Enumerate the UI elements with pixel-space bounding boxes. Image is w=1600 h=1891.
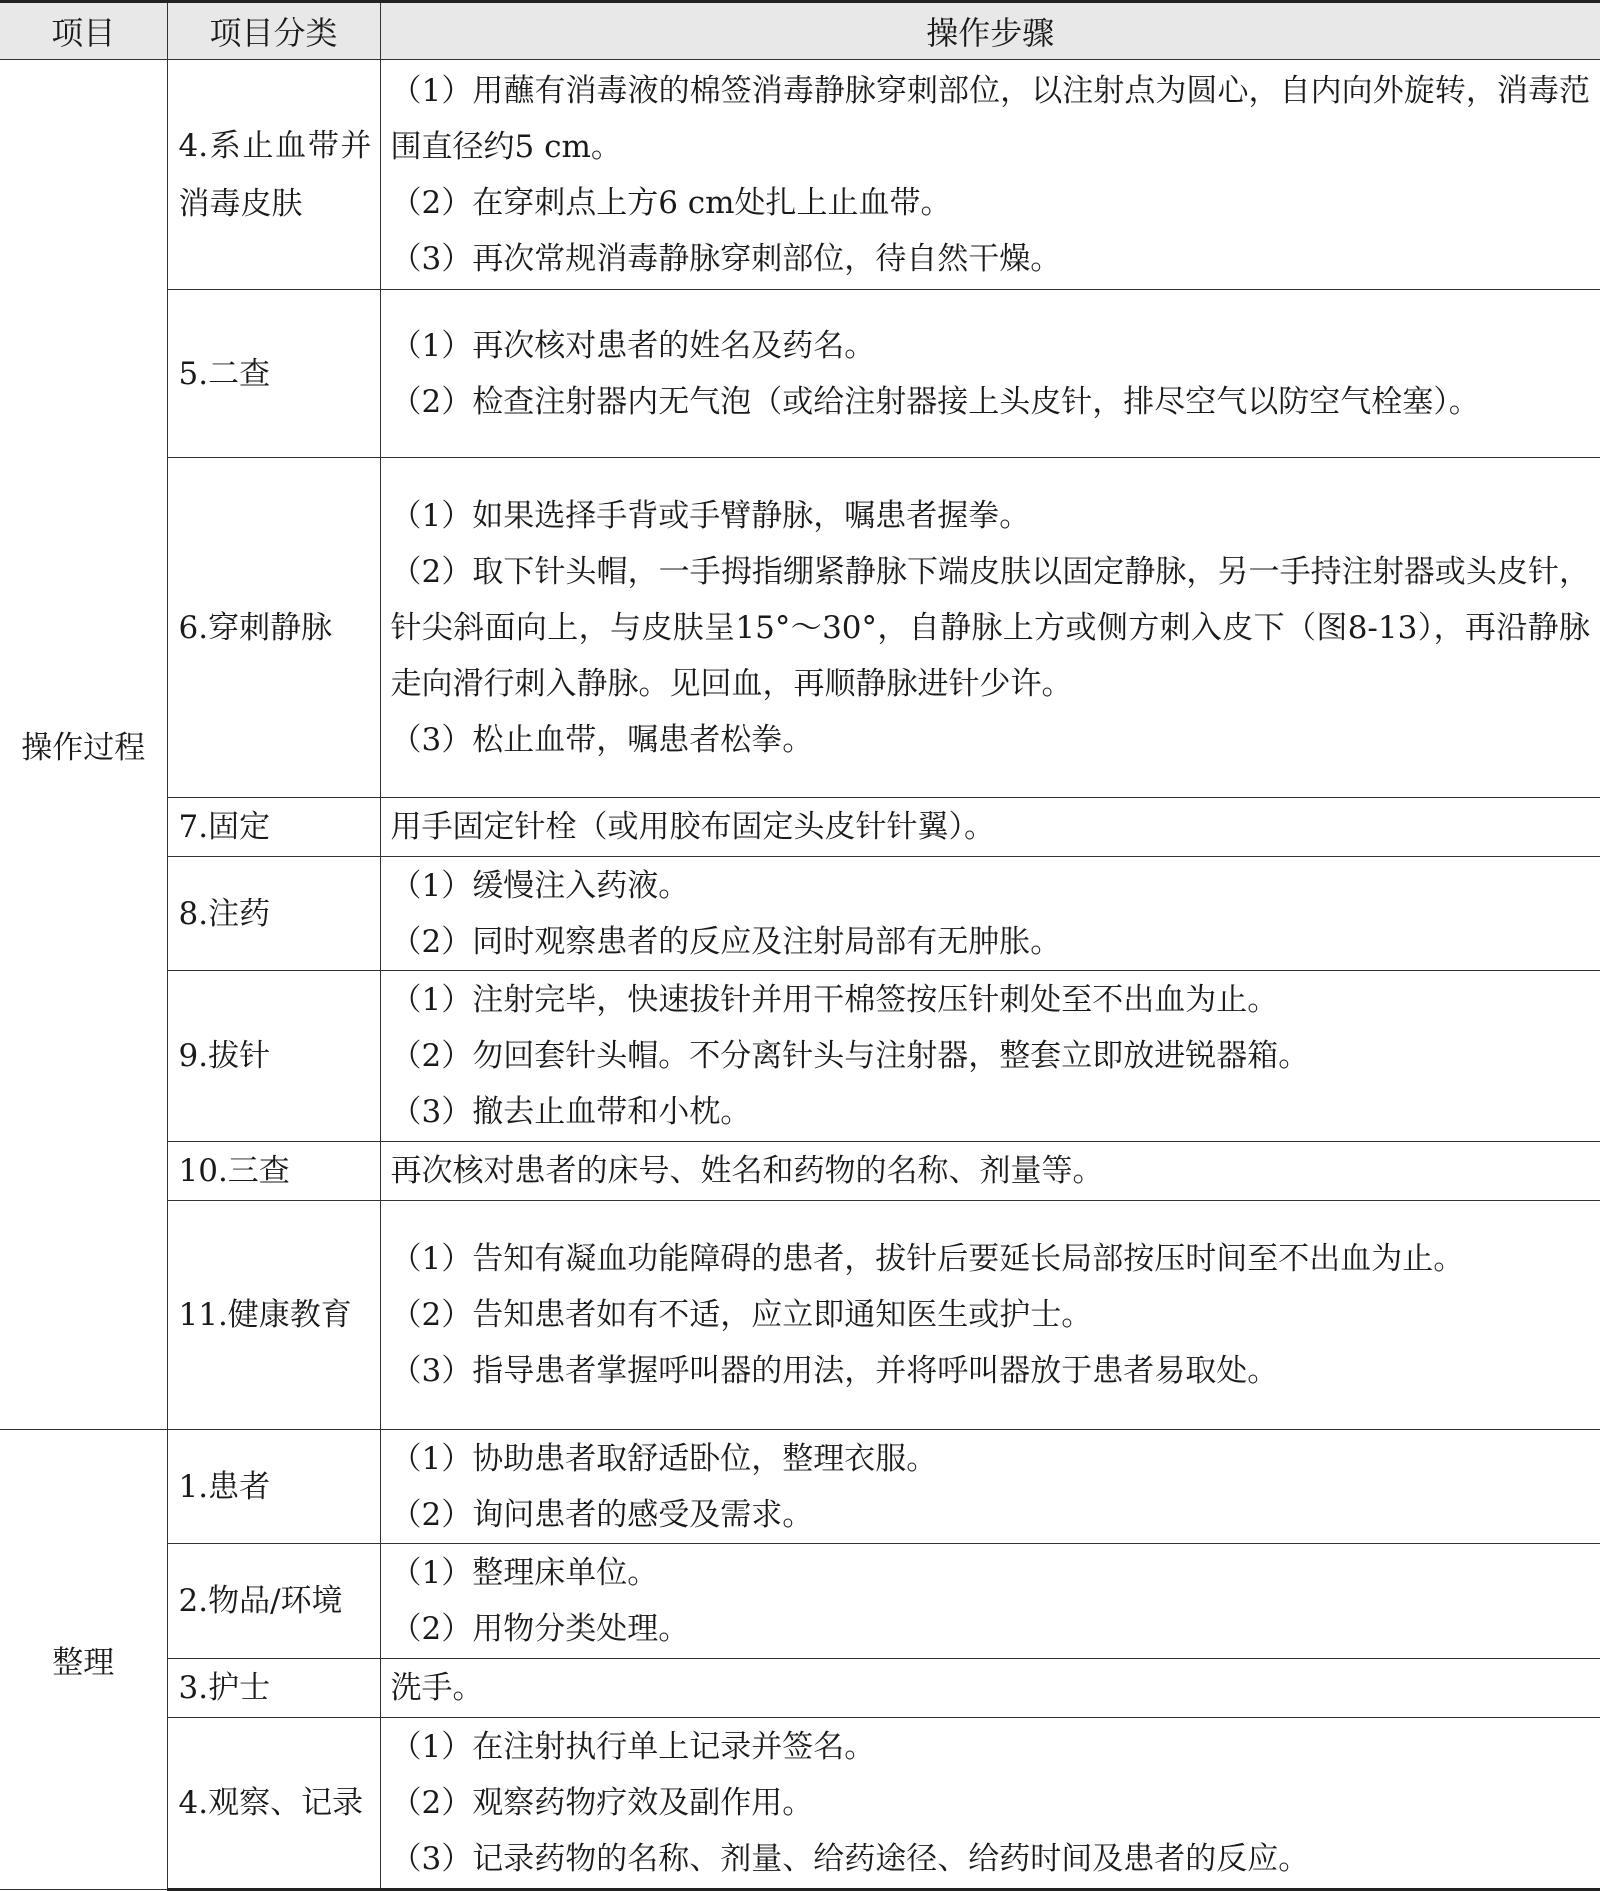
steps-cell bbox=[380, 1659, 1600, 1718]
step-line: （3）指导患者掌握呼叫器的用法，并将呼叫器放于患者易取处。 bbox=[390, 1353, 1279, 1389]
table-row bbox=[0, 1430, 1600, 1544]
category-cell: 4.观察、记录 bbox=[167, 1718, 380, 1890]
category-cell: 7.固定 bbox=[167, 798, 380, 857]
category-cell: 1.患者 bbox=[167, 1430, 380, 1544]
steps-cell bbox=[380, 458, 1600, 798]
step-line: （3）松止血带，嘱患者松拳。 bbox=[390, 721, 814, 758]
step-line: （1）在注射执行单上记录并签名。 bbox=[390, 1729, 876, 1765]
header-steps: 操作步骤 bbox=[380, 2, 1600, 60]
step-line: （1）再次核对患者的姓名及药名。 bbox=[390, 327, 876, 364]
steps-cell bbox=[380, 971, 1600, 1142]
table-row bbox=[0, 798, 1600, 857]
step-line: （1）协助患者取舒适卧位，整理衣服。 bbox=[390, 1440, 938, 1477]
category-cell: 5.二查 bbox=[167, 290, 380, 458]
step-line: （2）观察药物疗效及副作用。 bbox=[390, 1785, 814, 1821]
category-cell: 6.穿刺静脉 bbox=[167, 458, 380, 798]
step-line: （2）用物分类处理。 bbox=[390, 1611, 690, 1647]
steps-cell bbox=[380, 798, 1600, 857]
category-cell: 2.物品/环境 bbox=[167, 1544, 380, 1659]
step-line: 再次核对患者的床号、姓名和药物的名称、剂量等。 bbox=[390, 1153, 1104, 1189]
project-cell: 操作过程 bbox=[0, 60, 167, 1430]
category-cell: 3.护士 bbox=[167, 1659, 380, 1718]
category-cell: 11.健康教育 bbox=[167, 1201, 380, 1430]
table-row bbox=[0, 857, 1600, 971]
step-line: （2）在穿刺点上方6 cm处扎上止血带。 bbox=[390, 184, 952, 221]
step-line: （1）缓慢注入药液。 bbox=[390, 867, 690, 904]
step-line: （2）取下针头帽，一手拇指绷紧静脉下端皮肤以固定静脉，另一手持注射器或头皮针，针尖斜面向上，与皮肤呈15°～30°，自静脉上方或侧方刺入皮下（图8-13），再沿静脉走向滑行刺入静脉。见回血，再顺静脉进针少许。 bbox=[390, 553, 1590, 702]
table-row bbox=[0, 1201, 1600, 1430]
step-line: （1）如果选择手背或手臂静脉，嘱患者握拳。 bbox=[390, 497, 1031, 534]
table-row bbox=[0, 971, 1600, 1142]
table-row bbox=[0, 290, 1600, 458]
step-line: （1）注射完毕，快速拔针并用干棉签按压针刺处至不出血为止。 bbox=[390, 982, 1279, 1018]
step-line: （1）告知有凝血功能障碍的患者，拔针后要延长局部按压时间至不出血为止。 bbox=[390, 1241, 1465, 1277]
steps-cell bbox=[380, 290, 1600, 458]
steps-cell bbox=[380, 857, 1600, 971]
category-cell: 9.拔针 bbox=[167, 971, 380, 1142]
table-row bbox=[0, 1659, 1600, 1718]
steps-cell bbox=[380, 60, 1600, 290]
step-line: （1）用蘸有消毒液的棉签消毒静脉穿刺部位，以注射点为圆心，自内向外旋转，消毒范围直径约5 cm。 bbox=[390, 72, 1590, 165]
table-row bbox=[0, 458, 1600, 798]
step-line: （3）记录药物的名称、剂量、给药途径、给药时间及患者的反应。 bbox=[390, 1841, 1310, 1877]
category-cell: 8.注药 bbox=[167, 857, 380, 971]
steps-cell bbox=[380, 1430, 1600, 1544]
category-cell: 10.三查 bbox=[167, 1142, 380, 1201]
step-line: （1）整理床单位。 bbox=[390, 1555, 659, 1591]
step-line: 洗手。 bbox=[390, 1670, 484, 1706]
table-row bbox=[0, 1544, 1600, 1659]
table-row bbox=[0, 1142, 1600, 1201]
steps-cell bbox=[380, 1718, 1600, 1890]
steps-cell bbox=[380, 1201, 1600, 1430]
step-line: （2）检查注射器内无气泡（或给注射器接上头皮针，排尽空气以防空气栓塞）。 bbox=[390, 383, 1480, 420]
step-line: （3）撤去止血带和小枕。 bbox=[390, 1094, 752, 1130]
step-line: （3）再次常规消毒静脉穿刺部位，待自然干燥。 bbox=[390, 240, 1062, 277]
table-row bbox=[0, 60, 1600, 290]
steps-cell bbox=[380, 1142, 1600, 1201]
header-row bbox=[0, 2, 1600, 60]
header-project: 项目 bbox=[0, 2, 167, 60]
project-cell: 整理 bbox=[0, 1430, 167, 1890]
step-line: （2）告知患者如有不适，应立即通知医生或护士。 bbox=[390, 1297, 1093, 1333]
header-category: 项目分类 bbox=[167, 2, 380, 60]
step-line: （2）询问患者的感受及需求。 bbox=[390, 1496, 814, 1533]
category-cell: 4.系止血带并消毒皮肤 bbox=[167, 60, 380, 290]
step-line: （2）同时观察患者的反应及注射局部有无肿胀。 bbox=[390, 923, 1062, 960]
table-row bbox=[0, 1718, 1600, 1890]
step-line: （2）勿回套针头帽。不分离针头与注射器，整套立即放进锐器箱。 bbox=[390, 1038, 1310, 1074]
steps-cell bbox=[380, 1544, 1600, 1659]
step-line: 用手固定针栓（或用胶布固定头皮针针翼）。 bbox=[390, 809, 995, 845]
